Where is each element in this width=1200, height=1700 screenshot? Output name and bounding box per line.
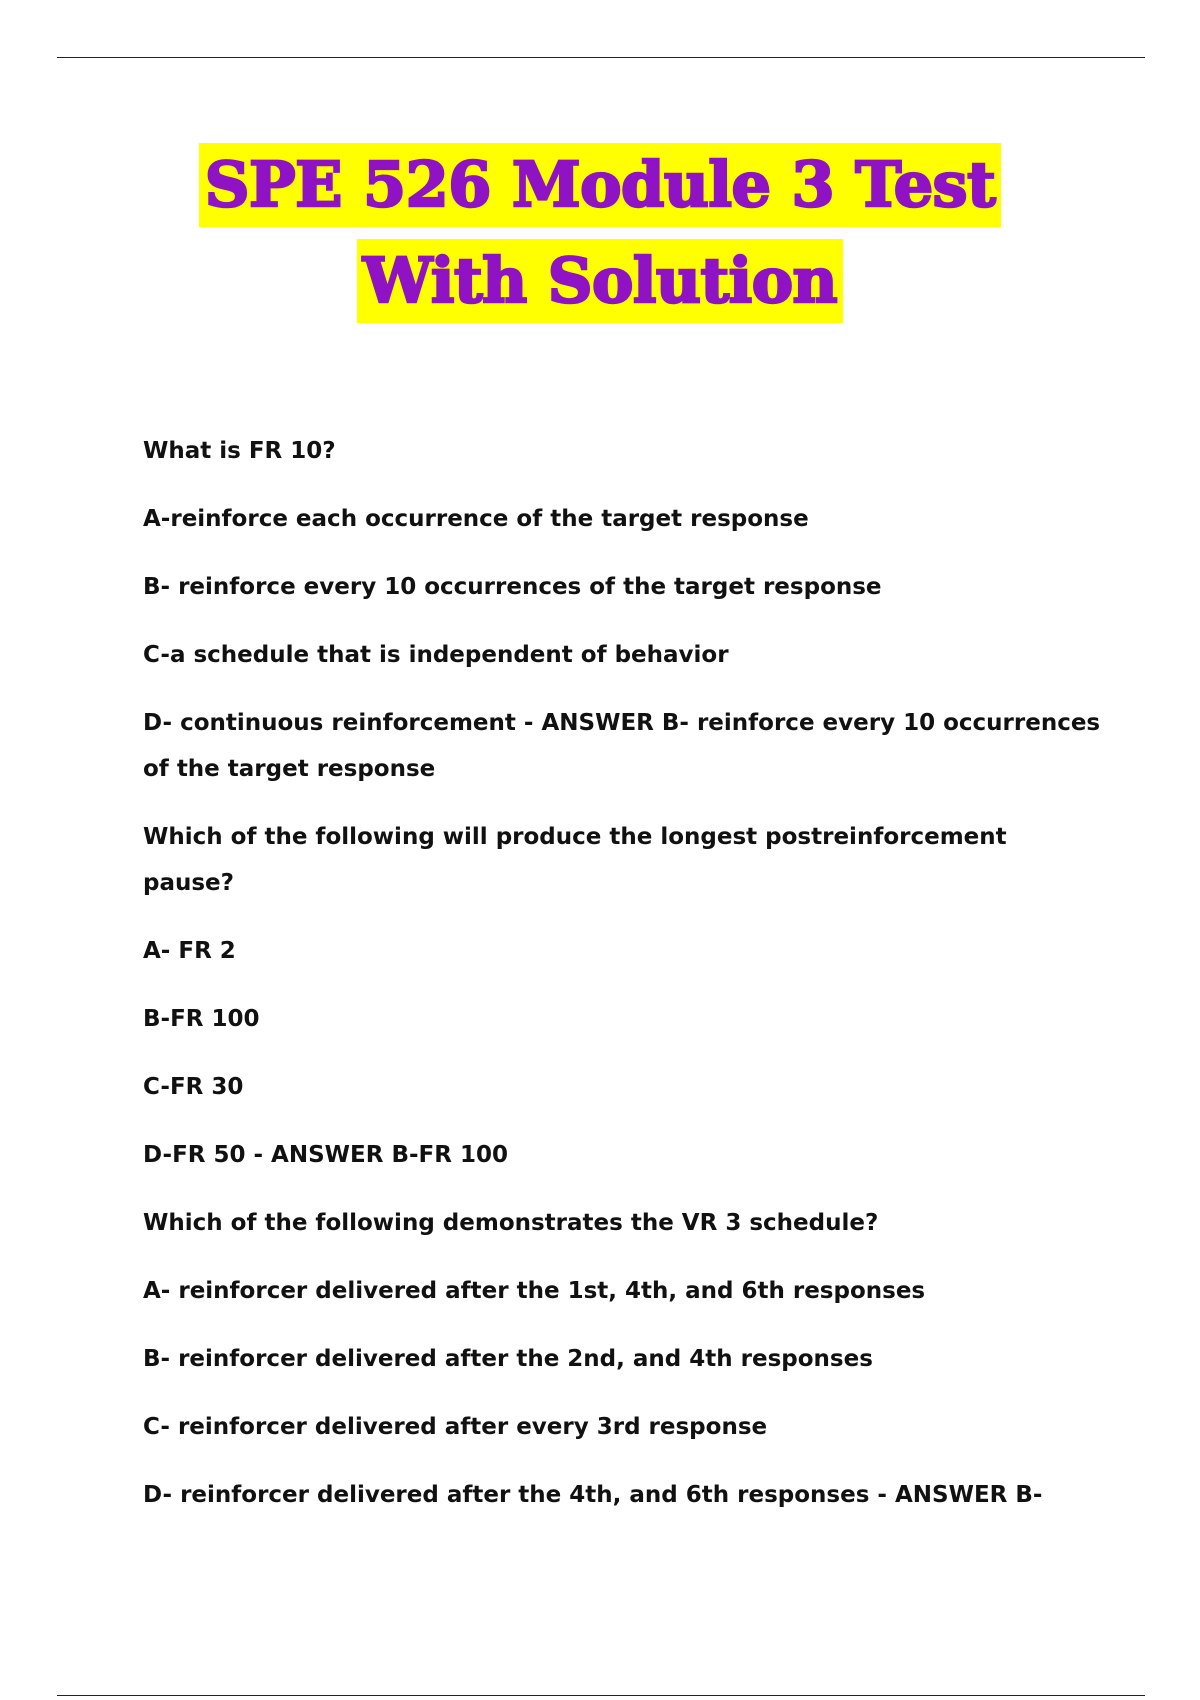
question-3-option-d-answer: D- reinforcer delivered after the 4th, and 6th responses - ANSWER B- [143,1482,1043,1508]
top-horizontal-rule [57,57,1145,58]
question-2-option-d-answer: D-FR 50 - ANSWER B-FR 100 [143,1142,508,1168]
title-line-2: With Solution [357,239,843,323]
question-2-option-c: C-FR 30 [143,1074,244,1100]
question-2-option-a: A- FR 2 [143,938,236,964]
question-1-option-c: C-a schedule that is independent of behavior [143,642,729,668]
question-3-option-b: B- reinforcer delivered after the 2nd, and 4th responses [143,1346,873,1372]
question-2-option-b: B-FR 100 [143,1006,260,1032]
question-1-option-a: A-reinforce each occurrence of the target response [143,506,809,532]
question-3-option-c: C- reinforcer delivered after every 3rd response [143,1414,768,1440]
question-1: What is FR 10? [143,438,336,464]
bottom-horizontal-rule [57,1695,1145,1696]
title-line-1: SPE 526 Module 3 Test [199,143,1001,227]
document-title [0,143,1200,323]
question-2: Which of the following will produce the longest postreinforcement pause? [143,824,1007,896]
question-3: Which of the following demonstrates the VR 3 schedule? [143,1210,879,1236]
question-content [143,428,1103,1540]
question-1-option-b: B- reinforce every 10 occurrences of the target response [143,574,882,600]
question-1-option-d-answer: D- continuous reinforcement - ANSWER B- reinforce every 10 occurrences of the target response [143,710,1101,782]
question-3-option-a: A- reinforcer delivered after the 1st, 4th, and 6th responses [143,1278,926,1304]
